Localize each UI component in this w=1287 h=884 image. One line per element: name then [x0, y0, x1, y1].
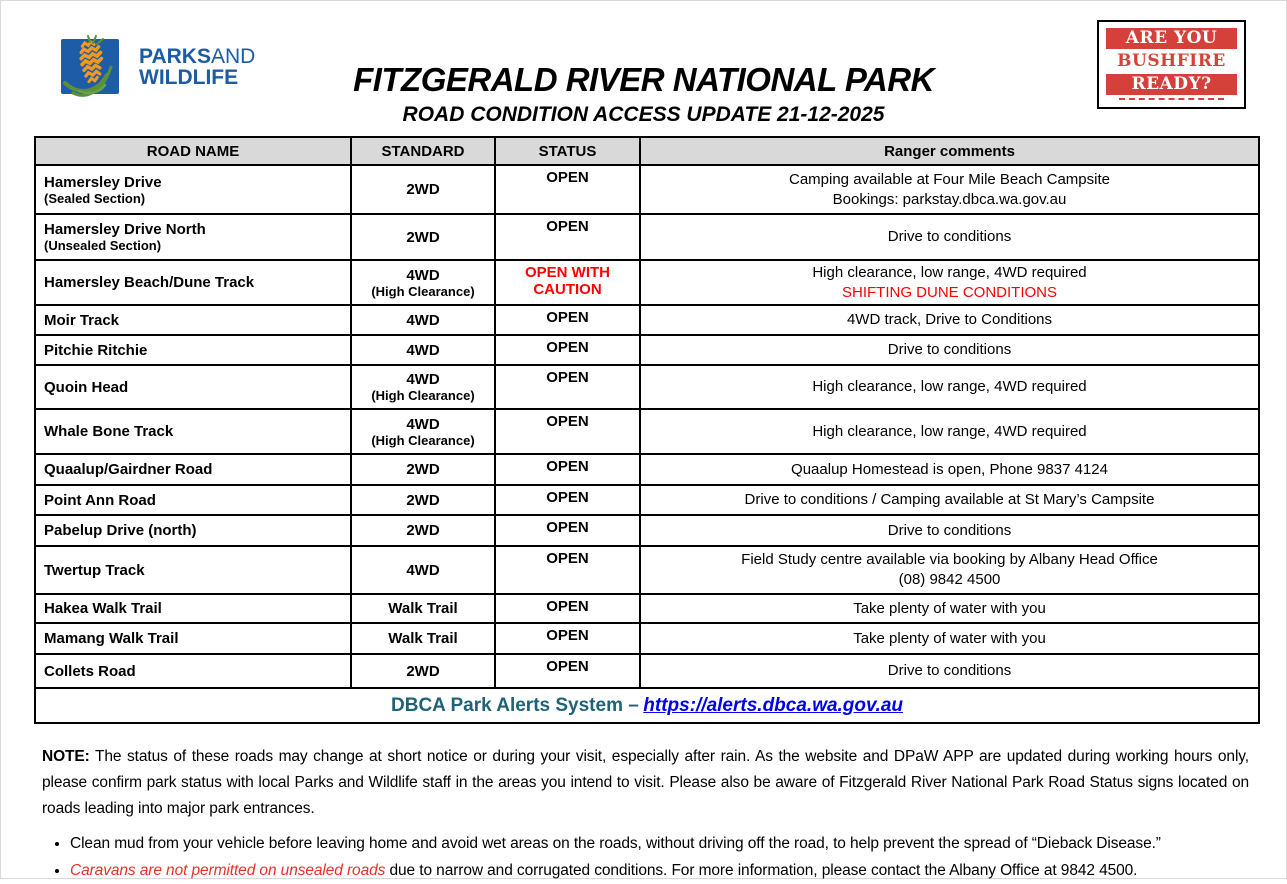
parks-and-wildlife-logo	[59, 33, 255, 101]
status-cell	[495, 335, 640, 365]
table-row	[35, 454, 1259, 485]
status-cell	[495, 165, 640, 214]
status-value: OPEN	[546, 550, 589, 567]
badge-line-1: ARE YOU	[1106, 28, 1237, 49]
ranger-comment-line: Drive to conditions	[887, 341, 1012, 358]
alerts-footer-cell	[35, 688, 1259, 723]
table-row	[35, 260, 1259, 305]
col-header-standard: STANDARD	[351, 137, 495, 165]
road-name: Point Ann Road	[44, 491, 156, 509]
badge-line-2: BUSHFIRE	[1106, 51, 1237, 72]
table-row	[35, 214, 1259, 260]
badge-line-3: READY?	[1106, 74, 1237, 95]
road-name: Twertup Track	[44, 561, 145, 579]
page-header	[1, 1, 1286, 136]
status-value: OPEN	[546, 339, 589, 356]
ranger-comment-cell	[640, 594, 1259, 623]
page-title: FITZGERALD RIVER NATIONAL PARK	[353, 61, 934, 98]
road-name-cell	[35, 623, 351, 654]
title-block	[231, 61, 1056, 127]
status-cell	[495, 214, 640, 260]
standard-value: 2WD	[406, 461, 440, 478]
road-name-cell	[35, 335, 351, 365]
road-name: Whale Bone Track	[44, 423, 174, 440]
ranger-comment-line: High clearance, low range, 4WD required	[812, 422, 1087, 440]
ranger-comment-cell	[640, 515, 1259, 546]
table-row	[35, 365, 1259, 409]
ranger-comment-cell	[640, 623, 1259, 654]
ranger-comment-cell	[640, 485, 1259, 515]
road-name: Hamersley Drive North	[44, 221, 206, 238]
status-cell	[495, 515, 640, 546]
standard-value: 4WD	[406, 371, 440, 388]
standard-sub: (High Clearance)	[371, 388, 475, 403]
standard-value: Walk Trail	[388, 600, 458, 617]
ranger-comment-line: Drive to conditions / Camping available at St Mary’s Campsite	[744, 491, 1155, 508]
status-value: OPEN	[546, 169, 589, 186]
ranger-comment-line: Field Study centre available via booking by Albany Head Office	[741, 551, 1158, 568]
standard-cell	[351, 654, 495, 688]
table-row	[35, 485, 1259, 515]
ranger-comment-cell	[640, 365, 1259, 409]
road-name: Hamersley Drive	[44, 173, 162, 191]
col-header-road-name: ROAD NAME	[35, 137, 351, 165]
standard-value: 4WD	[406, 311, 440, 329]
ranger-comment-cell	[640, 654, 1259, 688]
logo-word-and: AND	[210, 45, 256, 68]
standard-value: 2WD	[406, 181, 440, 198]
standard-cell	[351, 165, 495, 214]
ranger-comment-line: Quaalup Homestead is open, Phone 9837 4124	[791, 460, 1108, 478]
status-value: OPEN	[546, 658, 589, 675]
status-cell	[495, 454, 640, 485]
ranger-comment-line: Drive to conditions	[887, 521, 1012, 539]
road-name: Pitchie Ritchie	[44, 341, 148, 359]
standard-cell	[351, 454, 495, 485]
alerts-system-label: DBCA Park Alerts System –	[391, 694, 639, 716]
status-cell	[495, 623, 640, 654]
bullet-caravans-rest-text: due to narrow and corrugated conditions. For more information, please contact the Albany Office at 9842 4500.	[385, 862, 1138, 879]
logo-word-parks: PARKS	[139, 45, 211, 68]
ranger-comment-cell	[640, 454, 1259, 485]
ranger-comment-line: Drive to conditions	[887, 662, 1012, 679]
road-name-cell	[35, 409, 351, 454]
status-value: OPEN WITH CAUTION	[525, 264, 610, 298]
table-footer-row	[35, 688, 1259, 723]
ranger-comment-line: Bookings: parkstay.dbca.wa.gov.au	[832, 190, 1067, 208]
bullet-dieback	[70, 830, 1249, 857]
standard-cell	[351, 260, 495, 305]
standard-value: 2WD	[406, 228, 440, 246]
ranger-comment-line: Drive to conditions	[887, 228, 1012, 245]
status-cell	[495, 594, 640, 623]
standard-cell	[351, 214, 495, 260]
road-name-sub: (Sealed Section)	[44, 190, 146, 206]
status-cell	[495, 485, 640, 515]
road-name-cell	[35, 165, 351, 214]
road-name: Moir Track	[44, 311, 120, 329]
table-row	[35, 623, 1259, 654]
standard-cell	[351, 623, 495, 654]
note-label: NOTE:	[42, 748, 90, 765]
road-name: Mamang Walk Trail	[44, 630, 179, 647]
bullet-dieback-text: Clean mud from your vehicle before leaving home and avoid wet areas on the roads, without driving off the road, to help prevent the spread of “Dieback Disease.”	[70, 835, 1161, 852]
road-name: Collets Road	[44, 662, 136, 680]
road-name-cell	[35, 305, 351, 335]
standard-value: 4WD	[406, 266, 440, 284]
road-name-cell	[35, 485, 351, 515]
status-value: OPEN	[546, 309, 589, 326]
table-row	[35, 546, 1259, 594]
page-subtitle: ROAD CONDITION ACCESS UPDATE 21-12-2025	[402, 103, 885, 126]
status-value: OPEN	[546, 413, 589, 430]
standard-cell	[351, 335, 495, 365]
standard-value: 2WD	[406, 662, 440, 680]
road-name-cell	[35, 594, 351, 623]
table-row	[35, 305, 1259, 335]
standard-value: 2WD	[406, 522, 440, 539]
ranger-comment-line: High clearance, low range, 4WD required	[812, 263, 1087, 281]
standard-sub: (High Clearance)	[371, 283, 475, 299]
table-row	[35, 335, 1259, 365]
standard-cell	[351, 546, 495, 594]
status-value: OPEN	[546, 598, 589, 615]
ranger-comment-cell	[640, 260, 1259, 305]
ranger-comment-line: (08) 9842 4500	[898, 571, 1001, 588]
status-value: OPEN	[546, 369, 589, 386]
ranger-comment-line: Take plenty of water with you	[853, 629, 1046, 647]
road-name-cell	[35, 214, 351, 260]
road-name-cell	[35, 546, 351, 594]
road-name: Quaalup/Gairdner Road	[44, 461, 213, 478]
badge-tagline-text	[1119, 98, 1224, 100]
status-cell	[495, 305, 640, 335]
notes-section	[42, 744, 1249, 884]
ranger-comment-cell	[640, 409, 1259, 454]
alerts-system-link[interactable]: https://alerts.dbca.wa.gov.au	[643, 694, 903, 716]
table-header-row	[35, 137, 1259, 165]
standard-value: 4WD	[406, 415, 440, 433]
status-value: OPEN	[546, 218, 589, 235]
ranger-comment-cell	[640, 214, 1259, 260]
road-name-sub: (Unsealed Section)	[44, 238, 162, 253]
ranger-comment-line: Camping available at Four Mile Beach Campsite	[789, 170, 1110, 188]
status-cell	[495, 546, 640, 594]
status-value: OPEN	[546, 627, 589, 644]
ranger-comment-line: 4WD track, Drive to Conditions	[846, 311, 1053, 328]
road-name-cell	[35, 454, 351, 485]
ranger-comment-cell	[640, 335, 1259, 365]
road-name-cell	[35, 515, 351, 546]
col-header-status: STATUS	[495, 137, 640, 165]
road-name-cell	[35, 260, 351, 305]
note-paragraph	[42, 744, 1249, 822]
road-name-cell	[35, 365, 351, 409]
road-name: Hamersley Beach/Dune Track	[44, 274, 255, 291]
standard-cell	[351, 485, 495, 515]
road-conditions-table	[34, 136, 1260, 724]
table-row	[35, 654, 1259, 688]
standard-value: 2WD	[406, 491, 440, 509]
status-cell	[495, 654, 640, 688]
ranger-comment-cell	[640, 305, 1259, 335]
standard-cell	[351, 305, 495, 335]
logo-word-wildlife: WILDLIFE	[139, 66, 239, 89]
road-name: Quoin Head	[44, 378, 129, 396]
note-bullet-list	[52, 830, 1249, 884]
banksia-flower-icon	[59, 33, 131, 101]
col-header-ranger-comments: Ranger comments	[640, 137, 1259, 165]
bullet-caravans-red-text: Caravans are not permitted on unsealed roads	[70, 862, 386, 879]
status-cell	[495, 409, 640, 454]
road-name: Hakea Walk Trail	[44, 600, 162, 617]
bullet-caravans	[70, 857, 1249, 884]
standard-cell	[351, 409, 495, 454]
status-cell	[495, 260, 640, 305]
status-value: OPEN	[546, 519, 589, 536]
road-name: Pabelup Drive (north)	[44, 522, 197, 539]
road-name-cell	[35, 654, 351, 688]
standard-value: 4WD	[406, 341, 440, 359]
standard-cell	[351, 594, 495, 623]
standard-sub: (High Clearance)	[371, 432, 475, 448]
bushfire-ready-badge	[1097, 20, 1246, 109]
road-table-body	[35, 165, 1259, 688]
status-value: OPEN	[546, 458, 589, 475]
status-value: OPEN	[546, 489, 589, 506]
table-row	[35, 165, 1259, 214]
ranger-comment-line: High clearance, low range, 4WD required	[812, 378, 1087, 395]
standard-cell	[351, 515, 495, 546]
ranger-comment-line: Take plenty of water with you	[853, 599, 1046, 617]
table-row	[35, 409, 1259, 454]
table-row	[35, 515, 1259, 546]
ranger-comment-cell	[640, 546, 1259, 594]
standard-cell	[351, 365, 495, 409]
note-text: The status of these roads may change at short notice or during your visit, especially after rain. As the website and DPaW APP are updated during working hours only, please confirm park status with local Parks and Wildlife staff in the areas you intend to visit. Please also be aware of Fitzgerald River National Park Road Status signs located on roads leading into major park entrances.	[42, 748, 1249, 817]
ranger-comment-line: SHIFTING DUNE CONDITIONS	[841, 283, 1057, 301]
standard-value: Walk Trail	[388, 630, 458, 647]
ranger-comment-cell	[640, 165, 1259, 214]
status-cell	[495, 365, 640, 409]
table-row	[35, 594, 1259, 623]
standard-value: 4WD	[406, 561, 440, 579]
